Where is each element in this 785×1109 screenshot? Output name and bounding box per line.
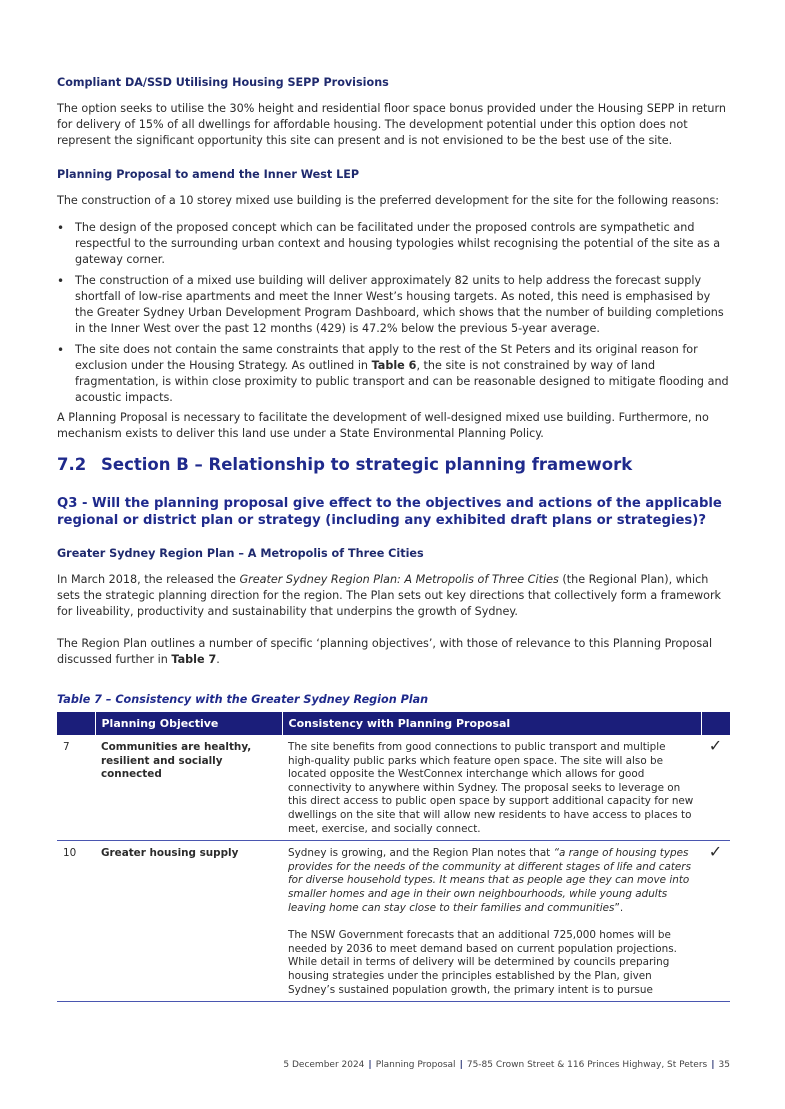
header-planning-objective: Planning Objective (95, 712, 282, 735)
table-row (57, 735, 730, 841)
consistency-table (57, 712, 730, 1002)
gsrp-paragraph-2: The Region Plan outlines a number of specific ‘planning objectives’, with those of relevance to this Planning Proposal discussed further in Table 7. (57, 637, 713, 666)
check-icon: ✓ (701, 735, 730, 841)
plan-title: Greater Sydney Region Plan: A Metropolis of Three Cities (239, 573, 559, 586)
table-6-reference: Table 6 (371, 359, 417, 372)
header-check (701, 712, 730, 735)
header-number (57, 712, 95, 735)
gsrp-paragraph-1: In March 2018, the released the Greater Sydney Region Plan: A Metropolis of Three Cities (the Regional Plan), which sets the strategic planning direction for the region. The Plan sets out key directions that collectively form a framework for liveability, productivity and sustainability that underpins the growth of Sydney. (57, 573, 722, 618)
section-number: 7.2 (57, 455, 87, 474)
footer-date: 5 December 2024 (283, 1060, 365, 1070)
section-7-2-heading (57, 455, 632, 474)
page-number: 35 (718, 1060, 730, 1070)
row-number: 10 (57, 841, 95, 1002)
row-consistency: The site benefits from good connections to public transport and multiple high-quality public parks which feature open space. The site will also be located opposite the WestConnex interchange which allows for good connectivity to anywhere within Sydney. The proposal seeks to leverage on this direct access to public open space by support additional capacity for new dwellings on the site that will allow new residents to have access to places to meet, exercise, and socially connect. (282, 735, 701, 841)
row-objective: Communities are healthy, resilient and socially connected (95, 735, 282, 841)
row-objective: Greater housing supply (95, 841, 282, 1002)
list-item: • The construction of a mixed use building will deliver approximately 82 units to help address the forecast supply shortfall of low-rise apartments and meet the Inner West’s housing targets. As noted, this need is emphasised by the Greater Sydney Urban Development Program Dashboard, which shows that the number of building completions in the Inner West over the past 12 months (429) is 47.2% below the previous 5-year average. (57, 273, 730, 337)
list-item: • The design of the proposed concept which can be facilitated under the proposed controls are sympathetic and respectful to the surrounding urban context and housing typologies whilst recognising the potential of the site as a gateway corner. (57, 220, 730, 268)
row-number: 7 (57, 735, 95, 841)
nsw-forecast-paragraph: The NSW Government forecasts that an additional 725,000 homes will be needed by 2036 to meet demand based on current population projections. While detail in terms of delivery will be determined by councils preparing housing strategies under the principles established by the Plan, given Sydney’s sustained population growth, the primary intent is to pursue (288, 929, 677, 996)
compliant-da-heading: Compliant DA/SSD Utilising Housing SEPP Provisions (57, 76, 389, 89)
page-footer: 5 December 2024 | Planning Proposal | 75-85 Crown Street & 116 Princes Highway, St Peters | 35 (283, 1060, 730, 1070)
reasons-list (57, 220, 730, 411)
table-caption: Table 7 – Consistency with the Greater Sydney Region Plan (57, 693, 429, 706)
table-7-reference: Table 7 (171, 653, 217, 666)
row-consistency: Sydney is growing, and the Region Plan notes that “a range of housing types provides for the needs of the community at different stages of life and caters for diverse household types. It means that as people age they can move into smaller homes and age in their own neighbourhoods, while young adults leaving home can stay close to their families and communities”. The NSW Government forecasts that an additional 725,000 homes will be needed by 2036 to meet demand based on current population projections. While detail in terms of delivery will be determined by councils preparing housing strategies under the principles established by the Plan, given Sydney’s sustained population growth, the primary intent is to pursue (282, 841, 701, 1002)
table-row (57, 841, 730, 1002)
footer-document: Planning Proposal (375, 1060, 456, 1070)
region-plan-quote: “a range of housing types provides for the needs of the community at different stages of life and caters for diverse household types. It means that as people age they can move into smaller homes and age in their own neighbourhoods, while young adults leaving home can stay close to their families and communities (288, 847, 691, 914)
planning-proposal-closing: A Planning Proposal is necessary to facilitate the development of well-designed mixed use building. Furthermore, no mechanism exists to deliver this land use under a State Environmental Planning Policy. (57, 411, 709, 440)
table-header-row (57, 712, 730, 735)
compliant-da-paragraph: The option seeks to utilise the 30% height and residential floor space bonus provided under the Housing SEPP in return for delivery of 15% of all dwellings for affordable housing. The development potential under this option does not represent the significant opportunity this site can present and is not envisioned to be the best use of the site. (57, 102, 726, 147)
header-consistency: Consistency with Planning Proposal (282, 712, 701, 735)
section-title: Section B – Relationship to strategic planning framework (101, 455, 633, 474)
planning-proposal-intro: The construction of a 10 storey mixed use building is the preferred development for the site for the following reasons: (57, 194, 720, 207)
gsrp-heading: Greater Sydney Region Plan – A Metropolis of Three Cities (57, 547, 424, 560)
check-icon: ✓ (701, 841, 730, 1002)
q3-question: Q3 - Will the planning proposal give effect to the objectives and actions of the applicable regional or district plan or strategy (including any exhibited draft plans or strategies)? (57, 496, 722, 528)
list-item: • The site does not contain the same constraints that apply to the rest of the St Peters and its original reason for exclusion under the Housing Strategy. As outlined in Table 6, the site is not constrained by way of land fragmentation, is within close proximity to public transport and can be reasonable designed to mitigate flooding and acoustic impacts. (57, 342, 730, 406)
planning-proposal-heading: Planning Proposal to amend the Inner West LEP (57, 168, 360, 181)
footer-address: 75-85 Crown Street & 116 Princes Highway, St Peters (466, 1060, 708, 1070)
